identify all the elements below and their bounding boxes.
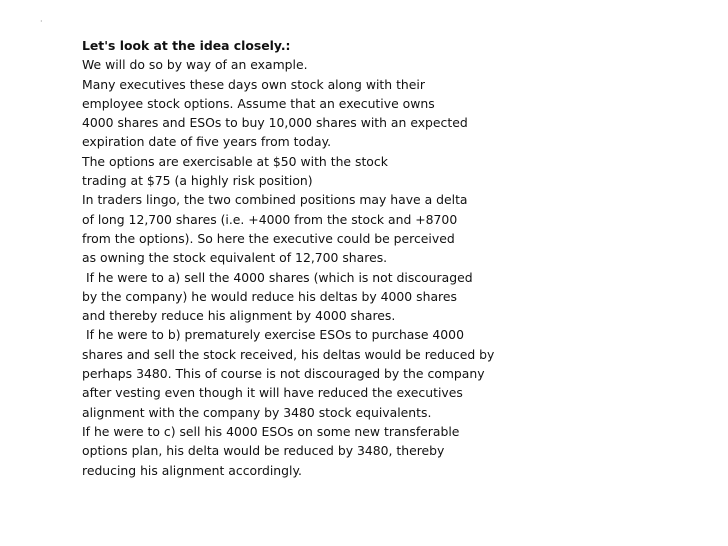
text-line: We will do so by way of an example. [82,57,308,73]
text-line: options plan, his delta would be reduced by 3480, thereby [82,443,445,459]
text-line: of long 12,700 shares (i.e. +4000 from the stock and +8700 [82,211,458,227]
text-line: expiration date of five years from today. [82,134,332,150]
text-line: alignment with the company by 3480 stock equivalents. [82,404,432,420]
text-line: by the company) he would reduce his deltas by 4000 shares [82,288,457,304]
text-line: reducing his alignment accordingly. [82,462,302,478]
heading: Let's look at the idea closely.: [82,38,291,53]
text-line: employee stock options. Assume that an executive owns [82,95,435,111]
text-line: Many executives these days own stock along with their [82,76,425,92]
text-line: as owning the stock equivalent of 12,700 shares. [82,250,388,266]
text-line: If he were to c) sell his 4000 ESOs on some new transferable [82,423,460,439]
corner-mark: · [40,17,43,26]
text-line: after vesting even though it will have reduced the executives [82,385,463,401]
text-line: and thereby reduce his alignment by 4000 shares. [82,308,396,324]
text-line: perhaps 3480. This of course is not discouraged by the company [82,366,485,382]
text-line: shares and sell the stock received, his deltas would be reduced by [82,346,495,362]
text-line: from the options). So here the executive could be perceived [82,230,455,246]
body-text [82,36,702,480]
text-line: 4000 shares and ESOs to buy 10,000 shares with an expected [82,115,468,131]
text-line: If he were to b) prematurely exercise ESOs to purchase 4000 [82,327,464,343]
text-line: In traders lingo, the two combined positions may have a delta [82,192,468,208]
text-line: If he were to a) sell the 4000 shares (which is not discouraged [82,269,473,285]
text-line: trading at $75 (a highly risk position) [82,173,313,189]
text-line: The options are exercisable at $50 with the stock [82,153,388,169]
